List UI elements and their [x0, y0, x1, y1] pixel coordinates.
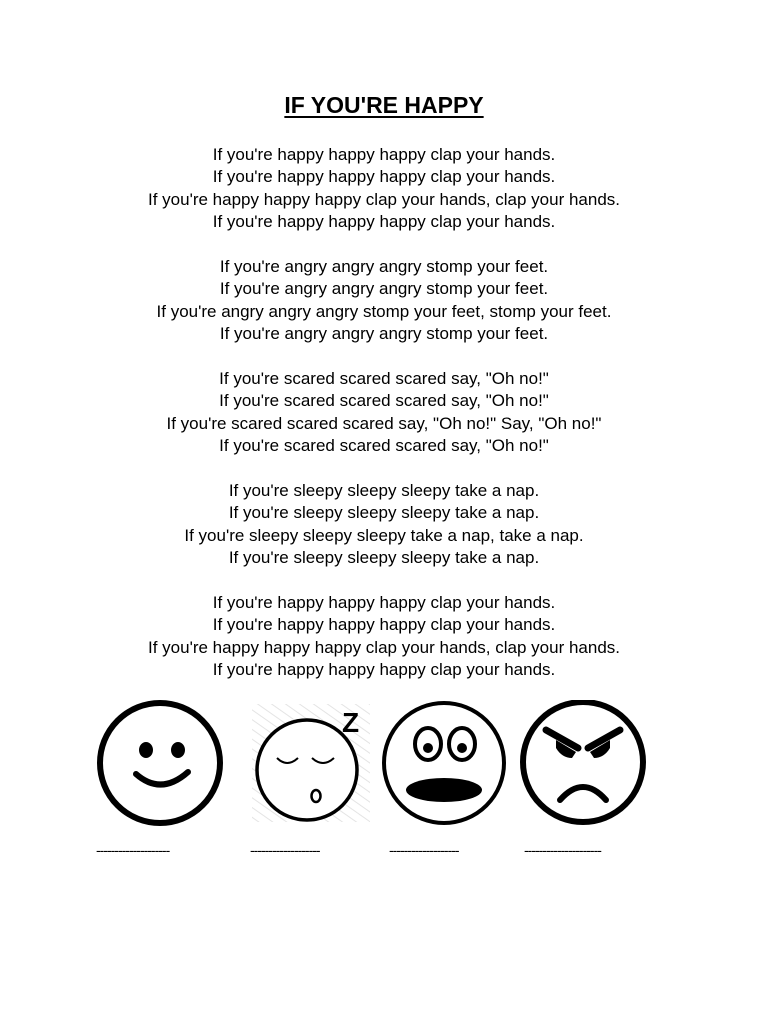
lyric-line: If you're sleepy sleepy sleepy take a nap, take a nap. [184, 525, 584, 545]
sleepy-z-letter: Z [342, 707, 360, 738]
lyric-line: If you're scared scared scared say, "Oh no!" [219, 369, 549, 389]
lyric-line: If you're sleepy sleepy sleepy take a nap. [228, 481, 540, 501]
stanza-sleepy [0, 480, 768, 570]
lyric-line: If you're angry angry angry stomp your feet. [219, 324, 549, 344]
lyric-line: If you're sleepy sleepy sleepy take a nap. [228, 548, 540, 568]
lyric-line: If you're angry angry angry stomp your feet, stomp your feet. [156, 301, 612, 321]
lyric-line: If you're happy happy happy clap your hands. [212, 212, 556, 232]
emotion-faces [0, 700, 768, 830]
stanza-angry [0, 256, 768, 346]
answer-blank-4[interactable]: --------------------- [524, 842, 601, 858]
stanza-happy [0, 144, 768, 234]
lyric-line: If you're sleepy sleepy sleepy take a nap. [228, 503, 540, 523]
lyric-line: If you're angry angry angry stomp your feet. [219, 279, 549, 299]
lyric-line: If you're angry angry angry stomp your feet. [219, 257, 549, 277]
answer-blank-3[interactable]: ------------------- [389, 842, 459, 858]
lyric-line: If you're scared scared scared say, "Oh no!" [219, 391, 549, 411]
scared-face-icon [384, 703, 504, 823]
lyric-line: If you're scared scared scared say, "Oh no!" [219, 436, 549, 456]
song-lyrics [0, 144, 768, 704]
angry-face-icon [523, 702, 643, 822]
sleepy-face-icon [252, 704, 370, 822]
lyric-line: If you're scared scared scared say, "Oh no!" Say, "Oh no!" [166, 413, 602, 433]
answer-blank-1[interactable]: -------------------- [96, 842, 170, 858]
lyric-line: If you're happy happy happy clap your hands. [212, 145, 556, 164]
stanza-scared [0, 368, 768, 458]
answer-blanks [0, 842, 768, 862]
lyric-line: If you're happy happy happy clap your hands. [212, 615, 556, 635]
happy-face-icon [100, 703, 220, 823]
lyric-line: If you're happy happy happy clap your hands. [212, 660, 556, 680]
lyric-line: If you're happy happy happy clap your hands. [212, 167, 556, 187]
page-title: IF YOU'RE HAPPY [284, 92, 484, 118]
answer-blank-2[interactable]: ------------------- [250, 842, 320, 858]
lyric-line: If you're happy happy happy clap your hands. [212, 593, 556, 613]
lyric-line: If you're happy happy happy clap your hands, clap your hands. [148, 189, 620, 209]
lyric-line: If you're happy happy happy clap your hands, clap your hands. [148, 637, 620, 657]
stanza-happy-reprise [0, 592, 768, 682]
